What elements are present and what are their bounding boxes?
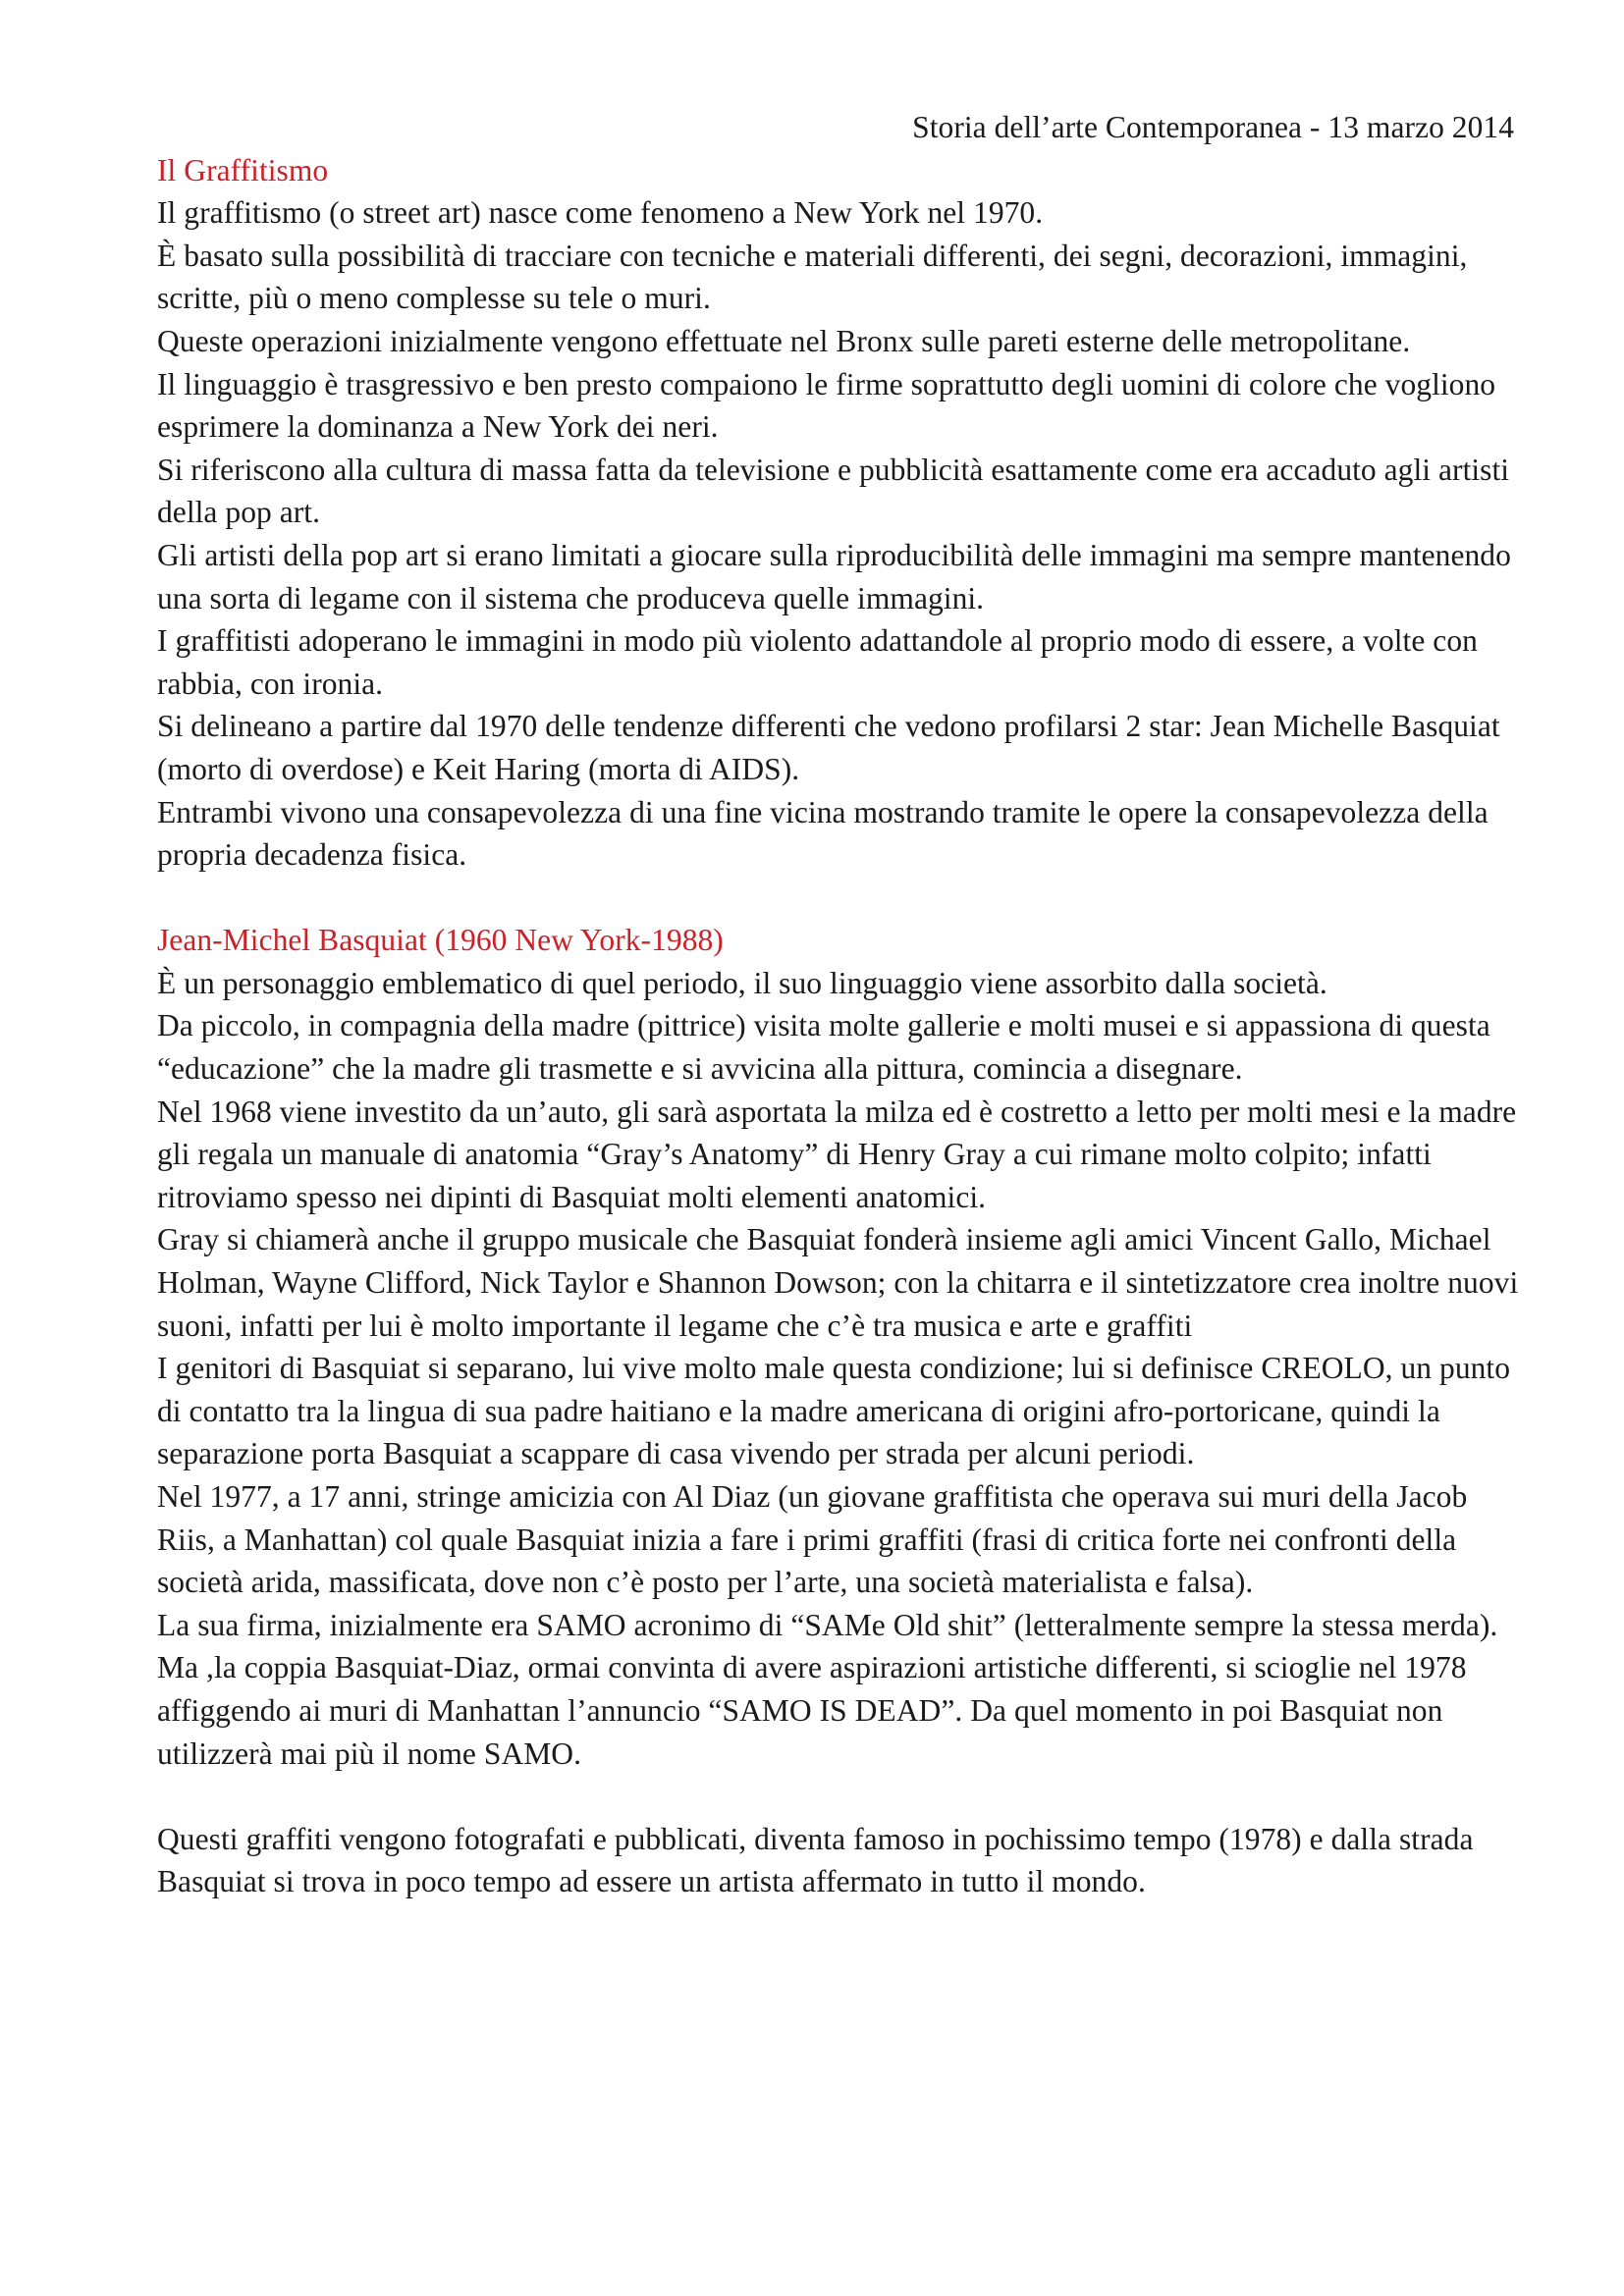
paragraph-spacer — [157, 1775, 1522, 1818]
paragraph: È un personaggio emblematico di quel periodo, il suo linguaggio viene assorbito dalla società. — [157, 965, 1327, 1000]
document-page — [157, 106, 1522, 1903]
paragraph: È basato sulla possibilità di tracciare con tecniche e materiali differenti, dei segni, decorazioni, immagini, scritte, più o meno complesse su tele o muri. — [157, 238, 1468, 316]
paragraph: Gli artisti della pop art si erano limitati a giocare sulla riproducibilità delle immagini ma sempre mantenendo una sorta di legame con il sistema che produceva quelle immagini. — [157, 537, 1511, 615]
paragraph: Questi graffiti vengono fotografati e pubblicati, diventa famoso in pochissimo tempo (1978) e dalla strada Basquiat si trova in poco tempo ad essere un artista affermato in tutto il mondo. — [157, 1821, 1474, 1899]
paragraph: Queste operazioni inizialmente vengono effettuate nel Bronx sulle pareti esterne delle metropolitane. — [157, 323, 1411, 358]
section-spacer — [157, 877, 1522, 920]
paragraph: Il graffitismo (o street art) nasce come fenomeno a New York nel 1970. — [157, 195, 1044, 231]
paragraph: Gray si chiamerà anche il gruppo musicale che Basquiat fonderà insieme agli amici Vincent Gallo, Michael Holman, Wayne Clifford, Nick Taylor e Shannon Dowson; con la chitarra e il sintetizzatore crea inoltre nuovi suoni, infatti per lui è molto importante il legame che c’è tra musica e arte e graffiti — [157, 1222, 1519, 1343]
paragraph: Da piccolo, in compagnia della madre (pittrice) visita molte gallerie e molti musei e si appassiona di questa “educazione” che la madre gli trasmette e si avvicina alla pittura, comincia a disegnare. — [157, 1008, 1490, 1087]
section-basquiat — [157, 919, 1522, 1903]
paragraph: Il linguaggio è trasgressivo e ben presto compaiono le firme soprattutto degli uomini di colore che vogliono esprimere la dominanza a New York dei neri. — [157, 366, 1496, 445]
paragraph: Nel 1968 viene investito da un’auto, gli sarà asportata la milza ed è costretto a letto per molti mesi e la madre gli regala un manuale di anatomia “Gray’s Anatomy” di Henry Gray a cui rimane molto colpito; infatti ritroviamo spesso nei dipinti di Basquiat molti elementi anatomici. — [157, 1094, 1517, 1214]
paragraph: I graffitisti adoperano le immagini in modo più violento adattandole al proprio modo di essere, a volte con rabbia, con ironia. — [157, 623, 1478, 701]
paragraph: Ma ,la coppia Basquiat-Diaz, ormai convinta di avere aspirazioni artistiche differenti, si scioglie nel 1978 affiggendo ai muri di Manhattan l’annuncio “SAMO IS DEAD”. Da quel momento in poi Basquiat non utilizzerà mai più il nome SAMO. — [157, 1650, 1467, 1771]
paragraph: Entrambi vivono una consapevolezza di una fine vicina mostrando tramite le opere la consapevolezza della propria decadenza fisica. — [157, 794, 1489, 873]
paragraph: La sua firma, inizialmente era SAMO acronimo di “SAMe Old shit” (letteralmente sempre la stessa merda). — [157, 1607, 1498, 1642]
paragraph: I genitori di Basquiat si separano, lui vive molto male questa condizione; lui si definisce CREOLO, un punto di contatto tra la lingua di sua padre haitiano e la madre americana di origini afro-portoricane, quindi la separazione porta Basquiat a scappare di casa vivendo per strada per alcuni periodi. — [157, 1351, 1511, 1471]
paragraph: Si delineano a partire dal 1970 delle tendenze differenti che vedono profilarsi 2 star: Jean Michelle Basquiat (morto di overdose) e Keit Haring (morta di AIDS). — [157, 709, 1500, 786]
paragraph: Nel 1977, a 17 anni, stringe amicizia con Al Diaz (un giovane graffitista che operava sui muri della Jacob Riis, a Manhattan) col quale Basquiat inizia a fare i primi graffiti (frasi di critica forte nei confronti della società arida, massificata, dove non c’è posto per l’arte, una società materialista e falsa). — [157, 1479, 1468, 1600]
section-graffitismo — [157, 149, 1522, 877]
section-title-basquiat: Jean-Michel Basquiat (1960 New York-1988) — [157, 923, 724, 958]
section-title-graffitismo: Il Graffitismo — [157, 152, 329, 187]
course-date-header: Storia dell’arte Contemporanea - 13 marzo 2014 — [912, 110, 1514, 144]
paragraph: Si riferiscono alla cultura di massa fatta da televisione e pubblicità esattamente come era accaduto agli artisti della pop art. — [157, 452, 1510, 530]
